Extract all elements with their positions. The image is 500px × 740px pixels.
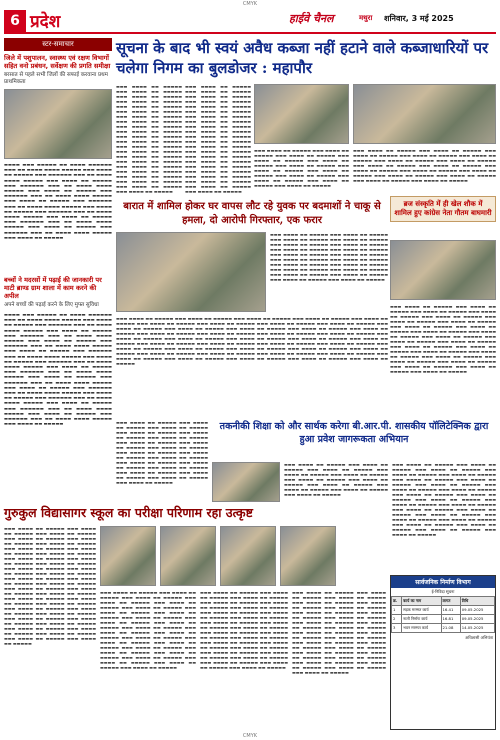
story4-body-1: ▬▬▬ ▬▬▬▬ ▬▬ ▬▬▬▬▬ ▬▬▬ ▬▬▬▬ ▬▬ ▬▬▬▬▬ ▬▬▬ ▬▬▬▬ ▬▬ ▬▬▬▬▬ ▬▬▬ ▬▬▬▬ ▬▬ ▬▬▬▬▬ ▬▬▬ ▬▬▬▬ ▬▬ ▬▬▬▬▬ ▬▬▬ ▬▬▬▬ ▬▬ ▬▬▬▬▬ ▬▬▬ ▬▬▬▬ ▬▬ ▬▬▬▬▬ ▬▬▬ ▬▬▬▬ ▬▬ ▬▬▬▬▬ ▬▬▬ ▬▬▬▬ ▬▬ ▬▬▬▬▬ ▬▬▬ ▬▬▬▬ ▬▬ ▬▬▬▬▬ ▬▬▬ ▬▬▬▬ ▬▬ ▬▬▬▬▬ ▬▬▬ ▬▬▬▬ ▬▬ ▬▬▬▬▬ ▬▬▬ ▬▬▬▬ ▬▬ ▬▬▬▬▬ ▬▬▬ ▬▬▬▬ ▬▬ ▬▬▬▬▬ ▬▬▬ ▬▬▬▬ ▬▬ ▬▬▬▬▬ ▬▬▬ ▬▬▬▬ ▬▬ ▬▬▬▬▬ ▬▬▬ ▬▬▬▬ ▬▬ ▬▬▬▬▬ ▬▬▬ ▬▬▬▬ ▬▬ ▬▬▬▬▬ ▬▬▬ ▬▬▬▬ ▬▬ ▬▬▬▬▬ ▬▬▬ ▬▬▬▬ ▬▬ ▬▬▬▬▬ ▬▬▬ ▬▬▬▬ ▬▬ ▬▬▬▬▬ ▬▬▬ ▬▬▬▬ ▬▬ ▬▬▬▬▬ ▬▬▬ ▬▬▬▬ ▬▬ ▬▬▬▬▬ ▬▬▬ ▬▬▬▬ ▬▬ ▬▬▬▬▬ ▬▬▬ ▬▬▬▬ ▬▬ ▬▬▬▬▬ ▬▬▬ ▬▬▬▬ ▬▬ ▬▬▬▬▬ ▬▬▬ ▬▬▬▬ ▬▬ ▬▬▬▬▬ ▬▬▬ ▬▬▬▬ ▬▬ ▬▬▬▬▬ ▬▬▬ ▬▬▬▬ ▬▬ ▬▬▬▬▬ ▬▬▬ ▬▬▬▬ ▬▬ ▬▬▬▬▬ ▬▬▬ ▬▬▬▬ ▬▬ ▬▬▬▬▬ ▬▬▬ ▬▬▬▬ ▬▬ ▬▬▬▬▬ ▬▬▬ ▬▬▬▬ ▬▬ ▬▬▬▬▬ ▬▬▬ ▬▬▬▬ ▬▬ ▬▬▬▬▬ ▬▬▬ ▬▬▬▬ ▬▬ ▬▬▬▬▬	[4, 526, 96, 646]
story2-body-2: ▬▬▬ ▬▬▬▬ ▬▬ ▬▬▬▬▬ ▬▬▬ ▬▬▬▬ ▬▬ ▬▬▬▬▬ ▬▬▬ ▬▬▬▬ ▬▬ ▬▬▬▬▬ ▬▬▬ ▬▬▬▬ ▬▬ ▬▬▬▬▬ ▬▬▬ ▬▬▬▬ ▬▬ ▬▬▬▬▬ ▬▬▬ ▬▬▬▬ ▬▬ ▬▬▬▬▬ ▬▬▬ ▬▬▬▬ ▬▬ ▬▬▬▬▬ ▬▬▬ ▬▬▬▬ ▬▬ ▬▬▬▬▬ ▬▬▬ ▬▬▬▬ ▬▬ ▬▬▬▬▬ ▬▬▬ ▬▬▬▬ ▬▬ ▬▬▬▬▬ ▬▬▬ ▬▬▬▬ ▬▬ ▬▬▬▬▬ ▬▬▬ ▬▬▬▬ ▬▬ ▬▬▬▬▬ ▬▬▬ ▬▬▬▬ ▬▬ ▬▬▬▬▬ ▬▬▬ ▬▬▬▬ ▬▬ ▬▬▬▬▬ ▬▬▬ ▬▬▬▬ ▬▬ ▬▬▬▬▬ ▬▬▬ ▬▬▬▬ ▬▬ ▬▬▬▬▬ ▬▬▬ ▬▬▬▬ ▬▬ ▬▬▬▬▬ ▬▬▬ ▬▬▬▬ ▬▬ ▬▬▬▬▬ ▬▬▬ ▬▬▬▬ ▬▬ ▬▬▬▬▬ ▬▬▬ ▬▬▬▬ ▬▬ ▬▬▬▬▬ ▬▬▬ ▬▬▬▬ ▬▬ ▬▬▬▬▬ ▬▬▬ ▬▬▬▬ ▬▬ ▬▬▬▬▬ ▬▬▬ ▬▬▬▬ ▬▬ ▬▬▬▬▬ ▬▬▬ ▬▬▬▬ ▬▬ ▬▬▬▬▬ ▬▬▬ ▬▬▬▬ ▬▬ ▬▬▬▬▬ ▬▬▬ ▬▬▬▬ ▬▬ ▬▬▬▬▬ ▬▬▬ ▬▬▬▬ ▬▬ ▬▬▬▬▬ ▬▬▬ ▬▬▬▬ ▬▬ ▬▬▬▬▬ ▬▬▬ ▬▬▬▬ ▬▬ ▬▬▬▬▬ ▬▬▬ ▬▬▬▬ ▬▬ ▬▬▬▬▬ ▬▬▬ ▬▬▬▬ ▬▬ ▬▬▬▬▬ ▬▬▬ ▬▬▬▬ ▬▬ ▬▬▬▬▬ ▬▬▬ ▬▬▬▬ ▬▬ ▬▬▬▬▬ ▬▬▬ ▬▬▬▬ ▬▬ ▬▬▬▬▬ ▬▬▬ ▬▬▬▬ ▬▬ ▬▬▬▬▬ ▬▬▬ ▬▬▬▬ ▬▬ ▬▬▬▬▬ ▬▬▬ ▬▬▬▬ ▬▬ ▬▬▬▬▬ ▬▬▬ ▬▬▬▬ ▬▬ ▬▬▬▬▬ ▬▬▬ ▬▬▬▬ ▬▬ ▬▬▬▬▬ ▬▬▬ ▬▬▬▬ ▬▬ ▬▬▬▬▬ ▬▬▬ ▬▬▬▬ ▬▬ ▬▬▬▬▬	[116, 316, 388, 366]
story3-body: ▬▬▬ ▬▬▬▬ ▬▬ ▬▬▬▬▬ ▬▬▬ ▬▬▬▬ ▬▬ ▬▬▬▬▬ ▬▬▬ ▬▬▬▬ ▬▬ ▬▬▬▬▬ ▬▬▬ ▬▬▬▬ ▬▬ ▬▬▬▬▬ ▬▬▬ ▬▬▬▬ ▬▬ ▬▬▬▬▬ ▬▬▬ ▬▬▬▬ ▬▬ ▬▬▬▬▬ ▬▬▬ ▬▬▬▬ ▬▬ ▬▬▬▬▬ ▬▬▬ ▬▬▬▬ ▬▬ ▬▬▬▬▬ ▬▬▬ ▬▬▬▬ ▬▬ ▬▬▬▬▬ ▬▬▬ ▬▬▬▬ ▬▬ ▬▬▬▬▬ ▬▬▬ ▬▬▬▬ ▬▬ ▬▬▬▬▬	[284, 462, 388, 497]
ad-cell: 09.05.2025	[460, 615, 494, 624]
story2-body-1: ▬▬▬ ▬▬▬▬ ▬▬ ▬▬▬▬▬ ▬▬▬ ▬▬▬▬ ▬▬ ▬▬▬▬▬ ▬▬▬ ▬▬▬▬ ▬▬ ▬▬▬▬▬ ▬▬▬ ▬▬▬▬ ▬▬ ▬▬▬▬▬ ▬▬▬ ▬▬▬▬ ▬▬ ▬▬▬▬▬ ▬▬▬ ▬▬▬▬ ▬▬ ▬▬▬▬▬ ▬▬▬ ▬▬▬▬ ▬▬ ▬▬▬▬▬ ▬▬▬ ▬▬▬▬ ▬▬ ▬▬▬▬▬ ▬▬▬ ▬▬▬▬ ▬▬ ▬▬▬▬▬ ▬▬▬ ▬▬▬▬ ▬▬ ▬▬▬▬▬ ▬▬▬ ▬▬▬▬ ▬▬ ▬▬▬▬▬ ▬▬▬ ▬▬▬▬ ▬▬ ▬▬▬▬▬ ▬▬▬ ▬▬▬▬ ▬▬ ▬▬▬▬▬ ▬▬▬ ▬▬▬▬ ▬▬ ▬▬▬▬▬ ▬▬▬ ▬▬▬▬ ▬▬ ▬▬▬▬▬ ▬▬▬ ▬▬▬▬ ▬▬ ▬▬▬▬▬ ▬▬▬ ▬▬▬▬ ▬▬ ▬▬▬▬▬ ▬▬▬ ▬▬▬▬ ▬▬ ▬▬▬▬▬ ▬▬▬ ▬▬▬▬ ▬▬ ▬▬▬▬▬ ▬▬▬ ▬▬▬▬ ▬▬ ▬▬▬▬▬	[270, 232, 388, 282]
left-column	[4, 38, 112, 503]
ad-col-header: लागत	[441, 597, 460, 606]
story3-photo	[212, 462, 280, 502]
story2-headline: बारात में शामिल होकर घर वापस लौट रहे युवक पर बदमाशों ने चाकू से हमला, दो आरोपी गिरफ्तार, एक फरार	[123, 201, 381, 226]
main-headline: सूचना के बाद भी स्वयं अवैध कब्जा नहीं हटाने वाले कब्जाधारियों पर चलेगा निगम का बुलडोजर : महापौर	[116, 39, 489, 77]
ad-table	[391, 596, 495, 633]
box-story-body: ▬▬▬ ▬▬▬▬ ▬▬ ▬▬▬▬▬ ▬▬▬ ▬▬▬▬ ▬▬ ▬▬▬▬▬ ▬▬▬ ▬▬▬▬ ▬▬ ▬▬▬▬▬ ▬▬▬ ▬▬▬▬ ▬▬ ▬▬▬▬▬ ▬▬▬ ▬▬▬▬ ▬▬ ▬▬▬▬▬ ▬▬▬ ▬▬▬▬ ▬▬ ▬▬▬▬▬ ▬▬▬ ▬▬▬▬ ▬▬ ▬▬▬▬▬ ▬▬▬ ▬▬▬▬ ▬▬ ▬▬▬▬▬ ▬▬▬ ▬▬▬▬ ▬▬ ▬▬▬▬▬ ▬▬▬ ▬▬▬▬ ▬▬ ▬▬▬▬▬ ▬▬▬ ▬▬▬▬ ▬▬ ▬▬▬▬▬ ▬▬▬ ▬▬▬▬ ▬▬ ▬▬▬▬▬ ▬▬▬ ▬▬▬▬ ▬▬ ▬▬▬▬▬ ▬▬▬ ▬▬▬▬ ▬▬ ▬▬▬▬▬ ▬▬▬ ▬▬▬▬ ▬▬ ▬▬▬▬▬ ▬▬▬ ▬▬▬▬ ▬▬ ▬▬▬▬▬ ▬▬▬ ▬▬▬▬ ▬▬ ▬▬▬▬▬ ▬▬▬ ▬▬▬▬ ▬▬ ▬▬▬▬▬ ▬▬▬ ▬▬▬▬ ▬▬ ▬▬▬▬▬ ▬▬▬ ▬▬▬▬ ▬▬ ▬▬▬▬▬ ▬▬▬ ▬▬▬▬ ▬▬ ▬▬▬▬▬ ▬▬▬ ▬▬▬▬ ▬▬ ▬▬▬▬▬ ▬▬▬ ▬▬▬▬ ▬▬ ▬▬▬▬▬ ▬▬▬ ▬▬▬▬ ▬▬ ▬▬▬▬▬	[390, 304, 496, 374]
box-story-headline: ब्रज संस्कृति में ही खेल शौक में शामिल हुए कांग्रेस नेता गौतम बाघमारी	[390, 196, 496, 222]
left-subhead-3: अपने बच्चों की पढ़ाई करने के लिए मुफ्त सुविधा	[4, 302, 99, 308]
ad-cell: 16.81	[441, 615, 460, 624]
left-headline-1: जिले में पशुपालन, स्वास्थ्य एवं रक्षण विभागों सहित वनो प्रबंधन, सर्वेक्षण की प्रगति समीक्षा	[4, 54, 111, 70]
story4-body-2: ▬▬▬ ▬▬▬▬ ▬▬ ▬▬▬▬▬ ▬▬▬ ▬▬▬▬ ▬▬ ▬▬▬▬▬ ▬▬▬ ▬▬▬▬ ▬▬ ▬▬▬▬▬ ▬▬▬ ▬▬▬▬ ▬▬ ▬▬▬▬▬ ▬▬▬ ▬▬▬▬ ▬▬ ▬▬▬▬▬ ▬▬▬ ▬▬▬▬ ▬▬ ▬▬▬▬▬ ▬▬▬ ▬▬▬▬ ▬▬ ▬▬▬▬▬ ▬▬▬ ▬▬▬▬ ▬▬ ▬▬▬▬▬ ▬▬▬ ▬▬▬▬ ▬▬ ▬▬▬▬▬ ▬▬▬ ▬▬▬▬ ▬▬ ▬▬▬▬▬ ▬▬▬ ▬▬▬▬ ▬▬ ▬▬▬▬▬ ▬▬▬ ▬▬▬▬ ▬▬ ▬▬▬▬▬ ▬▬▬ ▬▬▬▬ ▬▬ ▬▬▬▬▬ ▬▬▬ ▬▬▬▬ ▬▬ ▬▬▬▬▬ ▬▬▬ ▬▬▬▬ ▬▬ ▬▬▬▬▬ ▬▬▬ ▬▬▬▬ ▬▬ ▬▬▬▬▬ ▬▬▬ ▬▬▬▬ ▬▬ ▬▬▬▬▬ ▬▬▬ ▬▬▬▬ ▬▬ ▬▬▬▬▬ ▬▬▬ ▬▬▬▬ ▬▬ ▬▬▬▬▬ ▬▬▬ ▬▬▬▬ ▬▬ ▬▬▬▬▬ ▬▬▬ ▬▬▬▬ ▬▬ ▬▬▬▬▬ ▬▬▬ ▬▬▬▬ ▬▬ ▬▬▬▬▬ ▬▬▬ ▬▬▬▬ ▬▬ ▬▬▬▬▬ ▬▬▬ ▬▬▬▬ ▬▬ ▬▬▬▬▬	[100, 590, 196, 670]
ad-table-header	[392, 597, 495, 606]
main-body-col-2: ▬▬▬ ▬▬▬▬ ▬▬ ▬▬▬▬▬ ▬▬▬ ▬▬▬▬ ▬▬ ▬▬▬▬▬ ▬▬▬ ▬▬▬▬ ▬▬ ▬▬▬▬▬ ▬▬▬ ▬▬▬▬ ▬▬ ▬▬▬▬▬ ▬▬▬ ▬▬▬▬ ▬▬ ▬▬▬▬▬ ▬▬▬ ▬▬▬▬ ▬▬ ▬▬▬▬▬ ▬▬▬ ▬▬▬▬ ▬▬ ▬▬▬▬▬ ▬▬▬ ▬▬▬▬ ▬▬ ▬▬▬▬▬ ▬▬▬ ▬▬▬▬ ▬▬ ▬▬▬▬▬ ▬▬▬ ▬▬▬▬ ▬▬ ▬▬▬▬▬ ▬▬▬ ▬▬▬▬ ▬▬ ▬▬▬▬▬ ▬▬▬ ▬▬▬▬ ▬▬ ▬▬▬▬▬ ▬▬▬ ▬▬▬▬ ▬▬ ▬▬▬▬▬ ▬▬▬ ▬▬▬▬ ▬▬ ▬▬▬▬▬ ▬▬▬ ▬▬▬▬ ▬▬ ▬▬▬▬▬ ▬▬▬ ▬▬▬▬ ▬▬ ▬▬▬▬▬ ▬▬▬ ▬▬▬▬ ▬▬ ▬▬▬▬▬ ▬▬▬ ▬▬▬▬ ▬▬ ▬▬▬▬▬ ▬▬▬ ▬▬▬▬ ▬▬ ▬▬▬▬▬ ▬▬▬ ▬▬▬▬ ▬▬ ▬▬▬▬▬ ▬▬▬ ▬▬▬▬ ▬▬ ▬▬▬▬▬ ▬▬▬ ▬▬▬▬ ▬▬ ▬▬▬▬▬	[185, 84, 251, 194]
story4-photo-3	[220, 526, 276, 586]
ad-cell: 14.05.2025	[460, 624, 494, 633]
masthead-city: मथुरा	[359, 14, 373, 22]
ad-cell: 1	[392, 606, 402, 615]
cmyk-mark-bottom: CMYK	[242, 733, 258, 739]
box-story-photo	[390, 240, 496, 300]
page-number: 6	[4, 10, 26, 32]
masthead-logo: हाईवे चैनल	[289, 12, 334, 25]
ad-cell: 21.08	[441, 624, 460, 633]
ad-col-header: कार्य का नाम	[402, 597, 441, 606]
main-body-col-4: ▬▬▬ ▬▬▬▬ ▬▬ ▬▬▬▬▬ ▬▬▬ ▬▬▬▬ ▬▬ ▬▬▬▬▬ ▬▬▬ ▬▬▬▬ ▬▬ ▬▬▬▬▬ ▬▬▬ ▬▬▬▬ ▬▬ ▬▬▬▬▬ ▬▬▬ ▬▬▬▬ ▬▬ ▬▬▬▬▬ ▬▬▬ ▬▬▬▬ ▬▬ ▬▬▬▬▬ ▬▬▬ ▬▬▬▬ ▬▬ ▬▬▬▬▬ ▬▬▬ ▬▬▬▬ ▬▬ ▬▬▬▬▬ ▬▬▬ ▬▬▬▬ ▬▬ ▬▬▬▬▬ ▬▬▬ ▬▬▬▬ ▬▬ ▬▬▬▬▬ ▬▬▬ ▬▬▬▬ ▬▬ ▬▬▬▬▬ ▬▬▬ ▬▬▬▬ ▬▬ ▬▬▬▬▬ ▬▬▬ ▬▬▬▬ ▬▬ ▬▬▬▬▬ ▬▬▬ ▬▬▬▬ ▬▬ ▬▬▬▬▬ ▬▬▬ ▬▬▬▬ ▬▬ ▬▬▬▬▬ ▬▬▬ ▬▬▬▬ ▬▬ ▬▬▬▬▬	[353, 148, 496, 183]
main-body-col-3: ▬▬▬ ▬▬▬▬ ▬▬ ▬▬▬▬▬ ▬▬▬ ▬▬▬▬ ▬▬ ▬▬▬▬▬ ▬▬▬ ▬▬▬▬ ▬▬ ▬▬▬▬▬ ▬▬▬ ▬▬▬▬ ▬▬ ▬▬▬▬▬ ▬▬▬ ▬▬▬▬ ▬▬ ▬▬▬▬▬ ▬▬▬ ▬▬▬▬ ▬▬ ▬▬▬▬▬ ▬▬▬ ▬▬▬▬ ▬▬ ▬▬▬▬▬ ▬▬▬ ▬▬▬▬ ▬▬ ▬▬▬▬▬ ▬▬▬ ▬▬▬▬ ▬▬ ▬▬▬▬▬ ▬▬▬ ▬▬▬▬ ▬▬ ▬▬▬▬▬ ▬▬▬ ▬▬▬▬ ▬▬ ▬▬▬▬▬ ▬▬▬ ▬▬▬▬ ▬▬ ▬▬▬▬▬	[254, 148, 349, 188]
story4-headline: गुरुकुल विद्यासागर स्कूल का परीक्षा परिणाम रहा उत्कृष्ट	[4, 505, 253, 520]
story4-body-3: ▬▬▬ ▬▬▬▬ ▬▬ ▬▬▬▬▬ ▬▬▬ ▬▬▬▬ ▬▬ ▬▬▬▬▬ ▬▬▬ ▬▬▬▬ ▬▬ ▬▬▬▬▬ ▬▬▬ ▬▬▬▬ ▬▬ ▬▬▬▬▬ ▬▬▬ ▬▬▬▬ ▬▬ ▬▬▬▬▬ ▬▬▬ ▬▬▬▬ ▬▬ ▬▬▬▬▬ ▬▬▬ ▬▬▬▬ ▬▬ ▬▬▬▬▬ ▬▬▬ ▬▬▬▬ ▬▬ ▬▬▬▬▬ ▬▬▬ ▬▬▬▬ ▬▬ ▬▬▬▬▬ ▬▬▬ ▬▬▬▬ ▬▬ ▬▬▬▬▬ ▬▬▬ ▬▬▬▬ ▬▬ ▬▬▬▬▬ ▬▬▬ ▬▬▬▬ ▬▬ ▬▬▬▬▬ ▬▬▬ ▬▬▬▬ ▬▬ ▬▬▬▬▬ ▬▬▬ ▬▬▬▬ ▬▬ ▬▬▬▬▬ ▬▬▬ ▬▬▬▬ ▬▬ ▬▬▬▬▬ ▬▬▬ ▬▬▬▬ ▬▬ ▬▬▬▬▬ ▬▬▬ ▬▬▬▬ ▬▬ ▬▬▬▬▬ ▬▬▬ ▬▬▬▬ ▬▬ ▬▬▬▬▬ ▬▬▬ ▬▬▬▬ ▬▬ ▬▬▬▬▬ ▬▬▬ ▬▬▬▬ ▬▬ ▬▬▬▬▬ ▬▬▬ ▬▬▬▬ ▬▬ ▬▬▬▬▬ ▬▬▬ ▬▬▬▬ ▬▬ ▬▬▬▬▬ ▬▬▬ ▬▬▬▬ ▬▬ ▬▬▬▬▬ ▬▬▬ ▬▬▬▬ ▬▬ ▬▬▬▬▬	[200, 590, 288, 670]
left-body-2: ▬▬▬▬ ▬▬▬ ▬▬▬▬▬ ▬▬ ▬▬▬▬ ▬▬▬▬▬▬ ▬▬▬ ▬▬ ▬▬▬▬ ▬▬▬▬ ▬▬▬▬▬ ▬▬▬ ▬▬▬▬ ▬▬ ▬▬▬▬▬ ▬▬▬ ▬▬▬▬▬▬ ▬▬▬ ▬▬ ▬▬▬▬ ▬▬▬▬ ▬▬▬▬▬ ▬▬▬ ▬▬▬▬ ▬▬ ▬▬▬▬▬ ▬▬▬ ▬▬▬▬▬▬ ▬▬▬ ▬▬ ▬▬▬▬ ▬▬▬▬ ▬▬▬▬▬ ▬▬▬ ▬▬▬▬ ▬▬ ▬▬▬▬▬ ▬▬▬ ▬▬▬▬▬▬ ▬▬▬ ▬▬ ▬▬▬▬ ▬▬▬▬ ▬▬▬▬▬ ▬▬▬ ▬▬▬▬ ▬▬ ▬▬▬▬▬ ▬▬▬ ▬▬▬▬▬▬ ▬▬▬ ▬▬ ▬▬▬▬ ▬▬▬▬ ▬▬▬▬▬ ▬▬▬ ▬▬▬▬ ▬▬ ▬▬▬▬▬ ▬▬▬ ▬▬▬▬▬▬ ▬▬▬ ▬▬ ▬▬▬▬ ▬▬▬▬ ▬▬▬▬▬ ▬▬▬ ▬▬▬▬ ▬▬ ▬▬▬▬▬ ▬▬▬ ▬▬▬▬▬▬ ▬▬▬ ▬▬ ▬▬▬▬ ▬▬▬▬ ▬▬▬▬▬ ▬▬▬ ▬▬▬▬ ▬▬ ▬▬▬▬▬ ▬▬▬ ▬▬▬▬▬▬ ▬▬▬ ▬▬ ▬▬▬▬ ▬▬▬▬ ▬▬▬▬▬ ▬▬▬ ▬▬▬▬ ▬▬ ▬▬▬▬▬ ▬▬▬ ▬▬▬▬▬▬ ▬▬▬ ▬▬ ▬▬▬▬ ▬▬▬▬ ▬▬▬▬▬ ▬▬▬ ▬▬▬▬ ▬▬ ▬▬▬▬▬ ▬▬▬ ▬▬▬▬▬▬ ▬▬▬ ▬▬ ▬▬▬▬ ▬▬▬▬ ▬▬▬▬▬ ▬▬▬ ▬▬▬▬ ▬▬ ▬▬▬▬▬ ▬▬▬ ▬▬▬▬▬▬ ▬▬▬ ▬▬ ▬▬▬▬ ▬▬▬▬ ▬▬▬▬▬ ▬▬▬ ▬▬▬▬ ▬▬ ▬▬▬▬▬ ▬▬▬ ▬▬▬▬▬▬ ▬▬▬ ▬▬ ▬▬▬▬ ▬▬▬▬ ▬▬▬▬▬ ▬▬▬ ▬▬▬▬ ▬▬ ▬▬▬▬▬	[4, 312, 112, 427]
main-body-col-1: ▬▬▬ ▬▬▬▬ ▬▬ ▬▬▬▬▬ ▬▬▬ ▬▬▬▬ ▬▬ ▬▬▬▬▬ ▬▬▬ ▬▬▬▬ ▬▬ ▬▬▬▬▬ ▬▬▬ ▬▬▬▬ ▬▬ ▬▬▬▬▬ ▬▬▬ ▬▬▬▬ ▬▬ ▬▬▬▬▬ ▬▬▬ ▬▬▬▬ ▬▬ ▬▬▬▬▬ ▬▬▬ ▬▬▬▬ ▬▬ ▬▬▬▬▬ ▬▬▬ ▬▬▬▬ ▬▬ ▬▬▬▬▬ ▬▬▬ ▬▬▬▬ ▬▬ ▬▬▬▬▬ ▬▬▬ ▬▬▬▬ ▬▬ ▬▬▬▬▬ ▬▬▬ ▬▬▬▬ ▬▬ ▬▬▬▬▬ ▬▬▬ ▬▬▬▬ ▬▬ ▬▬▬▬▬ ▬▬▬ ▬▬▬▬ ▬▬ ▬▬▬▬▬ ▬▬▬ ▬▬▬▬ ▬▬ ▬▬▬▬▬ ▬▬▬ ▬▬▬▬ ▬▬ ▬▬▬▬▬ ▬▬▬ ▬▬▬▬ ▬▬ ▬▬▬▬▬ ▬▬▬ ▬▬▬▬ ▬▬ ▬▬▬▬▬ ▬▬▬ ▬▬▬▬ ▬▬ ▬▬▬▬▬ ▬▬▬ ▬▬▬▬ ▬▬ ▬▬▬▬▬ ▬▬▬ ▬▬▬▬ ▬▬ ▬▬▬▬▬ ▬▬▬ ▬▬▬▬ ▬▬ ▬▬▬▬▬ ▬▬▬ ▬▬▬▬ ▬▬ ▬▬▬▬▬	[116, 84, 182, 194]
ad-cell: 09.05.2025	[460, 606, 494, 615]
ad-cell: सड़क मरम्मत कार्य	[402, 606, 441, 615]
page-header	[4, 8, 496, 34]
left-photo-1	[4, 89, 112, 159]
issue-date: शनिवार, 3 मई 2025	[384, 14, 454, 23]
ad-cell: 2	[392, 615, 402, 624]
tender-advertisement	[390, 575, 496, 730]
story2-photo	[116, 232, 266, 312]
ad-col-header: क्र.	[392, 597, 402, 606]
main-photo-2	[353, 84, 496, 144]
story3-body-2: ▬▬▬ ▬▬▬▬ ▬▬ ▬▬▬▬▬ ▬▬▬ ▬▬▬▬ ▬▬ ▬▬▬▬▬ ▬▬▬ ▬▬▬▬ ▬▬ ▬▬▬▬▬ ▬▬▬ ▬▬▬▬ ▬▬ ▬▬▬▬▬ ▬▬▬ ▬▬▬▬ ▬▬ ▬▬▬▬▬ ▬▬▬ ▬▬▬▬ ▬▬ ▬▬▬▬▬ ▬▬▬ ▬▬▬▬ ▬▬ ▬▬▬▬▬ ▬▬▬ ▬▬▬▬ ▬▬ ▬▬▬▬▬ ▬▬▬ ▬▬▬▬ ▬▬ ▬▬▬▬▬ ▬▬▬ ▬▬▬▬ ▬▬ ▬▬▬▬▬ ▬▬▬ ▬▬▬▬ ▬▬ ▬▬▬▬▬ ▬▬▬ ▬▬▬▬ ▬▬ ▬▬▬▬▬ ▬▬▬ ▬▬▬▬ ▬▬ ▬▬▬▬▬ ▬▬▬ ▬▬▬▬ ▬▬ ▬▬▬▬▬ ▬▬▬ ▬▬▬▬ ▬▬ ▬▬▬▬▬ ▬▬▬ ▬▬▬▬ ▬▬ ▬▬▬▬▬ ▬▬▬ ▬▬▬▬ ▬▬ ▬▬▬▬▬ ▬▬▬ ▬▬▬▬ ▬▬ ▬▬▬▬▬ ▬▬▬ ▬▬▬▬ ▬▬ ▬▬▬▬▬ ▬▬▬ ▬▬▬▬ ▬▬ ▬▬▬▬▬ ▬▬▬ ▬▬▬▬ ▬▬ ▬▬▬▬▬ ▬▬▬ ▬▬▬▬ ▬▬ ▬▬▬▬▬ ▬▬▬ ▬▬▬▬ ▬▬ ▬▬▬▬▬ ▬▬▬ ▬▬▬▬ ▬▬ ▬▬▬▬▬	[392, 462, 496, 537]
ad-title: सार्वजनिक निर्माण विभाग	[391, 576, 495, 588]
ad-cell: नाली निर्माण कार्य	[402, 615, 441, 624]
story4-photo-2	[160, 526, 216, 586]
main-photo-1	[254, 84, 349, 144]
story2-body-3: ▬▬▬ ▬▬▬▬ ▬▬ ▬▬▬▬▬ ▬▬▬ ▬▬▬▬ ▬▬ ▬▬▬▬▬ ▬▬▬ ▬▬▬▬ ▬▬ ▬▬▬▬▬ ▬▬▬ ▬▬▬▬ ▬▬ ▬▬▬▬▬ ▬▬▬ ▬▬▬▬ ▬▬ ▬▬▬▬▬ ▬▬▬ ▬▬▬▬ ▬▬ ▬▬▬▬▬ ▬▬▬ ▬▬▬▬ ▬▬ ▬▬▬▬▬ ▬▬▬ ▬▬▬▬ ▬▬ ▬▬▬▬▬ ▬▬▬ ▬▬▬▬ ▬▬ ▬▬▬▬▬ ▬▬▬ ▬▬▬▬ ▬▬ ▬▬▬▬▬ ▬▬▬ ▬▬▬▬ ▬▬ ▬▬▬▬▬ ▬▬▬ ▬▬▬▬ ▬▬ ▬▬▬▬▬ ▬▬▬ ▬▬▬▬ ▬▬ ▬▬▬▬▬ ▬▬▬ ▬▬▬▬ ▬▬ ▬▬▬▬▬ ▬▬▬ ▬▬▬▬ ▬▬ ▬▬▬▬▬ ▬▬▬ ▬▬▬▬ ▬▬ ▬▬▬▬▬ ▬▬▬ ▬▬▬▬ ▬▬ ▬▬▬▬▬ ▬▬▬ ▬▬▬▬ ▬▬ ▬▬▬▬▬ ▬▬▬ ▬▬▬▬ ▬▬ ▬▬▬▬▬	[116, 420, 208, 485]
left-subhead-1: बरसात से पहले सभी जिलों की सफाई करवाना प्रथम प्राथमिकता	[4, 72, 108, 85]
table-row	[392, 606, 495, 615]
ad-cell: 3	[392, 624, 402, 633]
ad-col-header: तिथि	[460, 597, 494, 606]
ad-cell: भवन मरम्मत कार्य	[402, 624, 441, 633]
story4-photo-1	[100, 526, 156, 586]
ad-footer: अधिशासी अभियंता	[465, 635, 493, 640]
table-row	[392, 615, 495, 624]
column-tag: स्टर-समाचार	[4, 38, 112, 51]
table-row	[392, 624, 495, 633]
story4-body-4: ▬▬▬ ▬▬▬▬ ▬▬ ▬▬▬▬▬ ▬▬▬ ▬▬▬▬ ▬▬ ▬▬▬▬▬ ▬▬▬ ▬▬▬▬ ▬▬ ▬▬▬▬▬ ▬▬▬ ▬▬▬▬ ▬▬ ▬▬▬▬▬ ▬▬▬ ▬▬▬▬ ▬▬ ▬▬▬▬▬ ▬▬▬ ▬▬▬▬ ▬▬ ▬▬▬▬▬ ▬▬▬ ▬▬▬▬ ▬▬ ▬▬▬▬▬ ▬▬▬ ▬▬▬▬ ▬▬ ▬▬▬▬▬ ▬▬▬ ▬▬▬▬ ▬▬ ▬▬▬▬▬ ▬▬▬ ▬▬▬▬ ▬▬ ▬▬▬▬▬ ▬▬▬ ▬▬▬▬ ▬▬ ▬▬▬▬▬ ▬▬▬ ▬▬▬▬ ▬▬ ▬▬▬▬▬ ▬▬▬ ▬▬▬▬ ▬▬ ▬▬▬▬▬ ▬▬▬ ▬▬▬▬ ▬▬ ▬▬▬▬▬ ▬▬▬ ▬▬▬▬ ▬▬ ▬▬▬▬▬ ▬▬▬ ▬▬▬▬ ▬▬ ▬▬▬▬▬ ▬▬▬ ▬▬▬▬ ▬▬ ▬▬▬▬▬ ▬▬▬ ▬▬▬▬ ▬▬ ▬▬▬▬▬ ▬▬▬ ▬▬▬▬ ▬▬ ▬▬▬▬▬ ▬▬▬ ▬▬▬▬ ▬▬ ▬▬▬▬▬ ▬▬▬ ▬▬▬▬ ▬▬ ▬▬▬▬▬ ▬▬▬ ▬▬▬▬ ▬▬ ▬▬▬▬▬ ▬▬▬ ▬▬▬▬ ▬▬ ▬▬▬▬▬ ▬▬▬ ▬▬▬▬ ▬▬ ▬▬▬▬▬ ▬▬▬ ▬▬▬▬ ▬▬ ▬▬▬▬▬	[292, 590, 386, 675]
left-subhead-2: बच्चों ने मदरसों में पढ़ाई की जानकारी पर माटी ब्राण्ड ग्राम शाला में काम करने की अपील	[4, 276, 102, 300]
left-body-1: ▬▬▬▬ ▬▬▬ ▬▬▬▬▬ ▬▬ ▬▬▬▬ ▬▬▬▬▬▬ ▬▬▬ ▬▬ ▬▬▬▬ ▬▬▬▬ ▬▬▬▬▬ ▬▬▬ ▬▬▬▬ ▬▬ ▬▬▬▬▬ ▬▬▬ ▬▬▬▬▬▬ ▬▬▬ ▬▬ ▬▬▬▬ ▬▬▬▬ ▬▬▬▬▬ ▬▬▬ ▬▬▬▬ ▬▬ ▬▬▬▬▬ ▬▬▬ ▬▬▬▬▬▬ ▬▬▬ ▬▬ ▬▬▬▬ ▬▬▬▬ ▬▬▬▬▬ ▬▬▬ ▬▬▬▬ ▬▬ ▬▬▬▬▬ ▬▬▬ ▬▬▬▬▬▬ ▬▬▬ ▬▬ ▬▬▬▬ ▬▬▬▬ ▬▬▬▬▬ ▬▬▬ ▬▬▬▬ ▬▬ ▬▬▬▬▬ ▬▬▬ ▬▬▬▬▬▬ ▬▬▬ ▬▬ ▬▬▬▬ ▬▬▬▬ ▬▬▬▬▬ ▬▬▬ ▬▬▬▬ ▬▬ ▬▬▬▬▬ ▬▬▬ ▬▬▬▬▬▬ ▬▬▬ ▬▬ ▬▬▬▬ ▬▬▬▬ ▬▬▬▬▬ ▬▬▬ ▬▬▬▬ ▬▬ ▬▬▬▬▬ ▬▬▬ ▬▬▬▬▬▬ ▬▬▬ ▬▬ ▬▬▬▬ ▬▬▬▬ ▬▬▬▬▬ ▬▬▬ ▬▬▬▬ ▬▬ ▬▬▬▬▬ ▬▬▬ ▬▬▬▬▬▬ ▬▬▬ ▬▬ ▬▬▬▬ ▬▬▬▬ ▬▬▬▬▬ ▬▬▬ ▬▬▬▬ ▬▬ ▬▬▬▬▬	[4, 162, 112, 240]
story4-photo-4	[280, 526, 336, 586]
ad-subtitle: ई-निविदा सूचना	[431, 589, 455, 594]
story3-headline: तकनीकी शिक्षा को और सार्थक करेगा बी.आर.पी. शासकीय पॉलिटेक्निक द्वारा हुआ प्रवेश जागरूकता अभियान	[219, 421, 489, 445]
section-title: प्रदेश	[30, 12, 61, 32]
cmyk-mark-top: CMYK	[242, 1, 258, 7]
ad-cell: 16.41	[441, 606, 460, 615]
